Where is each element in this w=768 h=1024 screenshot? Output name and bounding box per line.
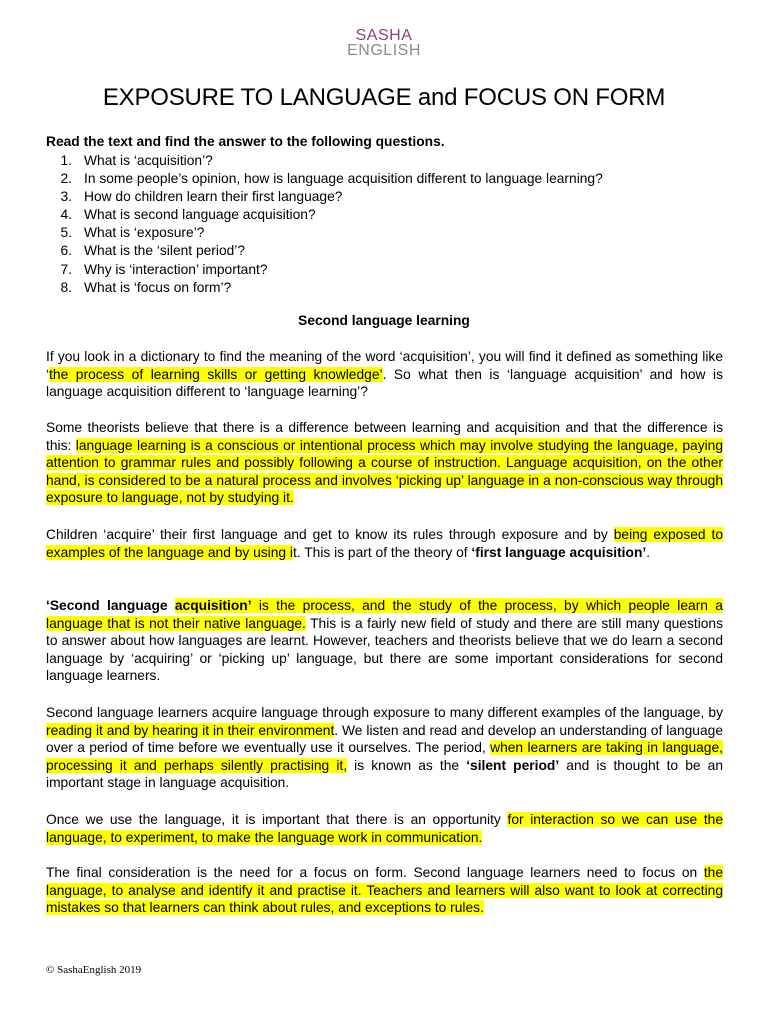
text-span: is known as the [347,757,467,773]
highlighted-text: reading it and by hearing it in their environment [46,722,335,738]
list-item [46,224,603,242]
highlighted-text: the language, to analyse and identify it and practise it. Teachers and learners will also want to look at correcting mistakes so that learners can think about rules, and exceptions to rules. [46,865,723,916]
list-item [46,279,603,297]
list-number: 1. [60,153,72,168]
question-text: What is the ‘silent period’? [84,243,246,259]
bold-term: ‘silent period’ [466,757,560,773]
list-number: 2. [60,171,72,187]
question-text: What is second language acquisition? [84,207,316,223]
list-number: 5. [60,225,72,241]
text-span: Children ‘acquire’ their first language and get to know its rules through exposure and by [46,527,614,542]
list-item [46,188,603,206]
text-span: t. This is part of the theory of [292,544,472,560]
question-text: Why is ‘interaction’ important? [84,261,268,277]
highlighted-text: the process of learning skills or getting knowledge’ [49,366,383,382]
text-span: Second language learners acquire language through exposure to many different examples of the language, by [46,705,723,720]
text-span: If you look in a dictionary to find the meaning of the word ‘acquisition’, you will find it defined as something like ‘ [46,349,723,382]
highlighted-text: language learning is a conscious or intentional process which may involve studying the language, paying attention to grammar rules and possibly following a course of instruction. Language acquisition, on the other hand, is considered to be a natural process and involves ‘picking up’ language in a non-conscious way through exposure to language, not by studying it. [46,437,724,506]
highlighted-text: is the process, and the study of the process, by which people learn a language that is not their native language. [46,598,723,631]
paragraph-7 [46,864,723,917]
list-item [46,261,603,279]
section-heading: Second language learning [298,313,470,328]
highlighted-text: being exposed to examples of the language and by using i [46,527,723,560]
instruction-text: Read the text and find the answer to the following questions. [46,134,445,149]
list-number: 6. [60,243,72,259]
list-item [46,206,603,224]
list-number: 8. [60,279,72,295]
list-number: 3. [60,189,72,205]
question-list [46,152,603,297]
highlighted-text: for interaction so we can use the language, to experiment, to make the language work in communication. [46,812,724,845]
paragraph-5 [46,704,723,792]
logo-line-1: SASHA [355,27,413,44]
question-text: What is ‘acquisition’? [84,153,213,168]
list-item [46,170,603,188]
page-title: EXPOSURE TO LANGUAGE and FOCUS ON FORM [102,84,666,111]
list-item [46,152,603,170]
question-text: What is ‘focus on form’? [84,279,232,295]
text-span: The final consideration is the need for a focus on form. Second language learners need to focus on [46,865,704,880]
brand-logo [0,28,768,58]
list-number: 4. [60,207,72,223]
paragraph-2 [46,419,723,507]
paragraph-1 [46,348,723,401]
question-text: What is ‘exposure’? [84,225,205,241]
question-text: How do children learn their first language? [84,189,343,205]
highlighted-text: when learners are taking in language, processing it and perhaps silently practising it, [46,740,723,773]
text-span: This is a fairly new field of study and there are still many questions to answer about how languages are learnt. However, teachers and theorists believe that we do learn a second language by ‘acquiring’ or ‘picking up’ language, but there are some important considerations for second language learners. [46,615,724,684]
question-text: In some people’s opinion, how is language acquisition different to language learning? [84,171,603,187]
text-span: Some theorists believe that there is a difference between learning and acquisition and that the difference is this: [46,420,723,453]
list-number: 7. [60,261,72,277]
logo-line-2: ENGLISH [347,42,421,59]
paragraph-4 [46,597,723,685]
list-item [46,242,603,260]
text-span: Once we use the language, it is important that there is an opportunity [46,812,508,827]
paragraph-3 [46,526,723,561]
copyright-footer: © SashaEnglish 2019 [46,964,142,976]
text-span: . So what then is ‘language acquisition’ and how is language acquisition different to ‘language learning’? [46,366,723,400]
paragraph-6 [46,811,723,846]
text-span: . [646,544,651,560]
text-span: . We listen and read and develop an understanding of language over a period of time before we eventually use it ourselves. The period, [46,722,723,756]
bold-term: ‘first language acquisition’ [471,544,647,560]
text-span: and is thought to be an important stage in language acquisition. [46,757,724,791]
bold-term: ‘Second language [46,598,175,613]
highlighted-text: acquisition’ [174,598,252,613]
